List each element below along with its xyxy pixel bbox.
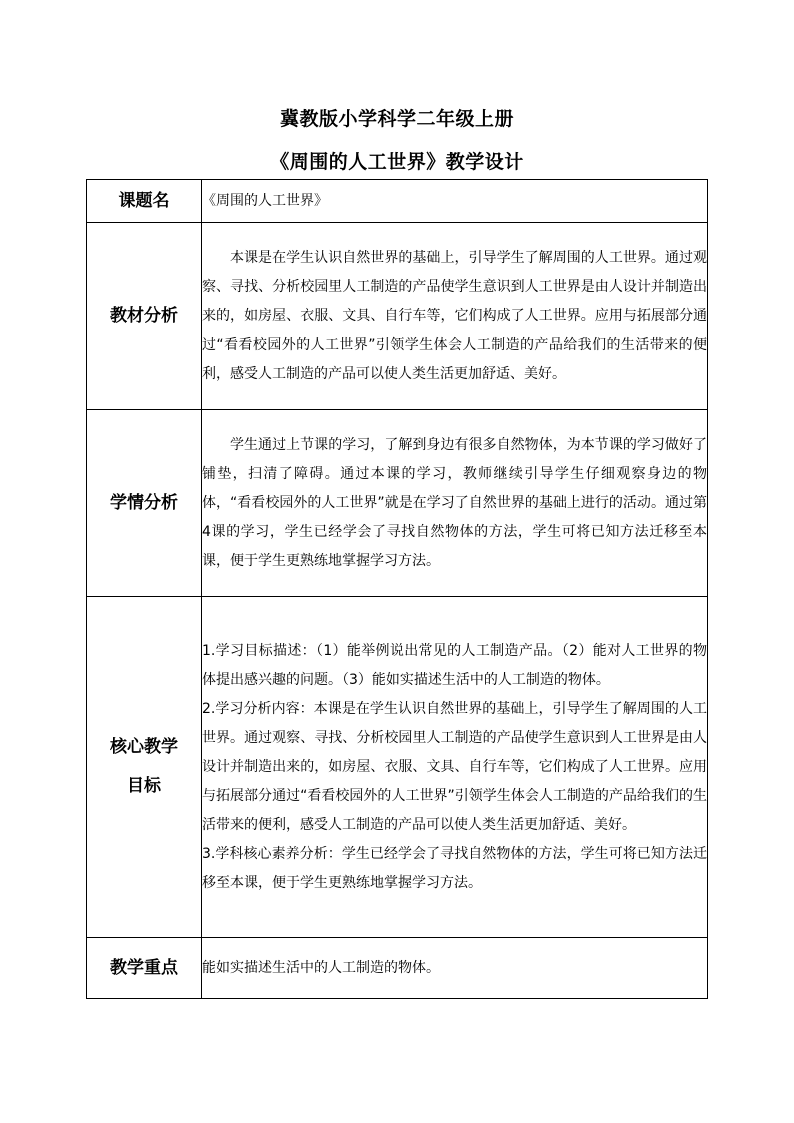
- table-row-student-analysis: [87, 410, 708, 597]
- table-row-material-analysis: [87, 223, 708, 410]
- student-analysis-text: 学生通过上节课的学习，了解到身边有很多自然物体，为本节课的学习做好了铺垫，扫清了障碍。通过本课的学习，教师继续引导学生仔细观察身边的物体，“看看校园外的人工世界”就是在学习了自然世界的基础上进行的活动。通过第4课的学习，学生已经学会了寻找自然物体的方法，学生可将已知方法迁移至本课，便于学生更熟练地掌握学习方法。: [202, 436, 707, 569]
- table-row-teaching-focus: [87, 938, 708, 999]
- core-goals-label-line1: 核心教学: [110, 737, 178, 757]
- core-goal-item-2: 2.学习分析内容：本课是在学生认识自然世界的基础上，引导学生了解周围的人工世界。通过观察、寻找、分析校园里人工制造的产品使学生意识到人工世界是由人设计并制造出来的，如房屋、衣服、文具、自行车等，它们构成了人工世界。应用与拓展部分通过“看看校园外的人工世界”引领学生体会人工制造的产品给我们的生活带来的便利，感受人工制造的产品可以使人类生活更加舒适、美好。: [202, 700, 707, 833]
- row-label-student-analysis: 学情分析: [87, 410, 202, 597]
- row-label-material-analysis: 教材分析: [87, 223, 202, 410]
- row-content-core-goals: [202, 597, 708, 938]
- row-label-teaching-focus: 教学重点: [87, 938, 202, 999]
- row-content-teaching-focus: 能如实描述生活中的人工制造的物体。: [202, 938, 708, 999]
- document-title: 冀教版小学科学二年级上册: [279, 108, 514, 130]
- row-content-student-analysis: [202, 410, 708, 597]
- row-label-core-goals: [87, 597, 202, 938]
- row-content-material-analysis: [202, 223, 708, 410]
- material-analysis-text: 本课是在学生认识自然世界的基础上，引导学生了解周围的人工世界。通过观察、寻找、分析校园里人工制造的产品使学生意识到人工世界是由人设计并制造出来的，如房屋、衣服、文具、自行车等，它们构成了人工世界。应用与拓展部分通过“看看校园外的人工世界”引领学生体会人工制造的产品给我们的生活带来的便利，感受人工制造的产品可以使人类生活更加舒适、美好。: [202, 249, 707, 382]
- document-subtitle: 《周围的人工世界》教学设计: [270, 151, 524, 173]
- row-content-topic: 《周围的人工世界》: [202, 180, 708, 223]
- core-goal-item-1: 1.学习目标描述：（1）能举例说出常见的人工制造产品。（2）能对人工世界的物体提出感兴趣的问题。（3）能如实描述生活中的人工制造的物体。: [202, 642, 707, 688]
- core-goal-item-3: 3.学科核心素养分析：学生已经学会了寻找自然物体的方法，学生可将已知方法迁移至本课，便于学生更熟练地掌握学习方法。: [202, 845, 707, 891]
- lesson-design-table: [86, 179, 708, 999]
- table-row-core-goals: [87, 597, 708, 938]
- row-label-topic: 课题名: [87, 180, 202, 223]
- core-goals-label-line2: 目标: [127, 776, 161, 796]
- table-row-topic: [87, 180, 708, 223]
